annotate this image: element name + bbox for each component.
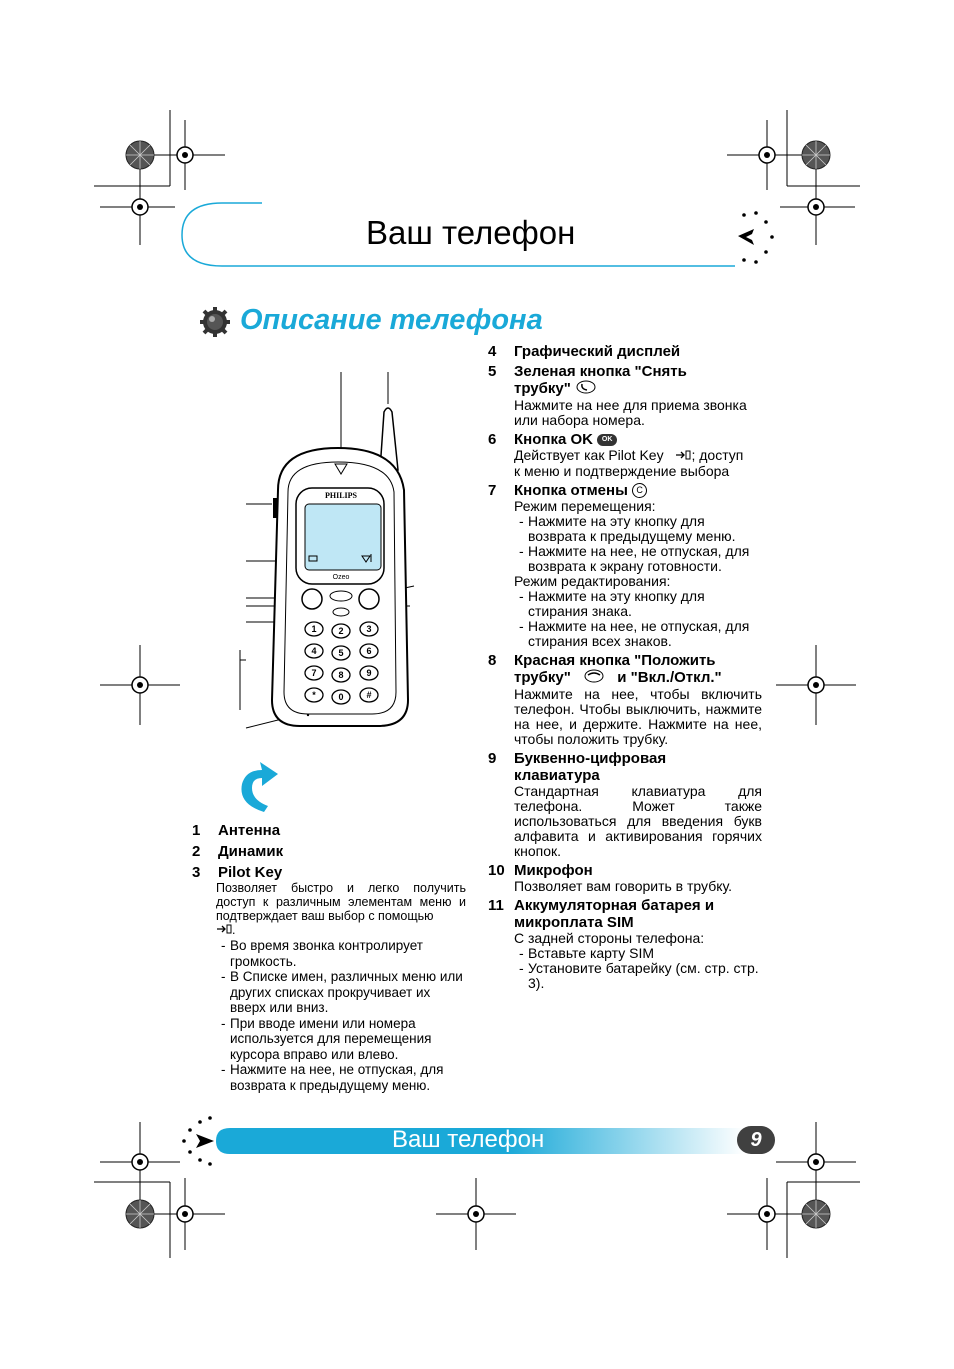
page-number: 9 — [737, 1126, 775, 1154]
item-5-label-cont: трубку" — [514, 380, 571, 397]
pilot-key-arrow-icon — [675, 449, 691, 464]
item-1-num: 1 — [192, 822, 201, 839]
item-9-desc: Стандартная клавиатура для телефона. Может также использоваться для введения букв алфавита и активирования горячих кнопок. — [514, 782, 762, 859]
item-7-bullet: - Нажмите на нее, не отпуская, для стирания всех знаков. — [514, 619, 762, 649]
key-0: 0 — [338, 692, 344, 702]
cancel-button-icon: C — [632, 483, 647, 498]
item-11-num: 11 — [488, 896, 504, 914]
key-1: 1 — [311, 624, 317, 634]
item-7-mode1: Режим перемещения: — [514, 497, 656, 514]
item-9-label-cont: клавиатура — [514, 766, 600, 784]
item-11-bullet: - Установите батарейку (см. стр. стр. 3). — [514, 961, 762, 991]
item-2 — [192, 843, 466, 860]
phone-illustration — [238, 370, 438, 750]
item-3-num: 3 — [192, 864, 201, 881]
item-6-desc-cont: ; доступ — [691, 447, 744, 464]
key-5: 5 — [338, 648, 344, 658]
item-2-label: Динамик — [218, 843, 284, 860]
item-8-label-cont: трубку" — [514, 668, 571, 686]
item-8-label: Красная кнопка "Положить — [514, 651, 716, 669]
item-4 — [488, 343, 762, 360]
item-10-desc: Позволяет вам говорить в трубку. — [514, 877, 732, 894]
item-11-bullet: - Вставьте карту SIM — [514, 946, 762, 961]
key-4: 4 — [311, 646, 317, 656]
item-3-bullet: - Нажмите на нее, не отпуская, для возврата к предыдущему меню. — [216, 1062, 466, 1093]
item-8-label-end: и "Вкл./Откл." — [617, 668, 722, 686]
footer-title: Ваш телефон — [392, 1126, 545, 1153]
item-7 — [488, 482, 762, 499]
key-6: 6 — [366, 646, 372, 656]
item-7-num: 7 — [488, 481, 497, 499]
item-7-bullet: - Нажмите на эту кнопку для стирания знака. — [514, 589, 762, 619]
item-1-label: Антенна — [218, 822, 281, 839]
gear-icon — [198, 305, 232, 339]
item-3-bullet: - При вводе имени или номера используется для перемещения курсора вправо или влево. — [216, 1016, 466, 1063]
item-8 — [488, 652, 762, 687]
phone-brand: PHILIPS — [324, 491, 358, 500]
item-5-num: 5 — [488, 363, 497, 380]
item-3-bullet: - В Списке имен, различных меню или других списках прокручивает их вверх или вниз. — [216, 969, 466, 1016]
item-9-num: 9 — [488, 749, 497, 767]
item-7-mode2: Режим редактирования: — [514, 572, 671, 589]
item-7-bullet: - Нажмите на нее, не отпуская, для возврата к экрану готовности. — [514, 544, 762, 574]
curved-arrow-icon — [234, 758, 284, 818]
ok-button-icon: OK — [597, 434, 617, 446]
item-6 — [488, 431, 762, 448]
green-handset-icon — [575, 380, 597, 398]
item-4-label: Графический дисплей — [514, 343, 681, 360]
phone-model: Ozeo — [332, 574, 350, 581]
item-8-desc: Нажмите на нее, чтобы включить телефон. Чтобы выключить, нажмите на нее, и держите. Нажмите на нее, чтобы положить трубку. — [514, 685, 762, 747]
item-6-label: Кнопка OK — [514, 431, 593, 449]
item-11-label: Аккумуляторная батарея и — [514, 896, 715, 914]
item-3-desc-end: . — [232, 923, 236, 937]
pilot-key-arrow-icon — [216, 923, 232, 938]
header-frame — [0, 0, 954, 300]
item-6-desc-line2: к меню и подтверждение выбора — [514, 462, 730, 479]
key-7: 7 — [311, 668, 317, 678]
item-11-desc: С задней стороны телефона: — [514, 929, 705, 946]
red-handset-icon — [583, 669, 605, 687]
item-10-label: Микрофон — [514, 861, 593, 879]
item-3-desc: Позволяет быстро и легко получить доступ к различным элементам меню и подтверждает ваш выбор с помощью — [216, 881, 466, 923]
item-7-label: Кнопка отмены — [514, 481, 628, 499]
item-10-num: 10 — [488, 861, 505, 879]
key-8: 8 — [338, 670, 344, 680]
key-hash: # — [366, 690, 372, 700]
item-9 — [488, 750, 762, 784]
page-title: Ваш телефон — [366, 214, 576, 251]
item-1 — [192, 822, 466, 839]
key-3: 3 — [366, 624, 372, 634]
item-9-label: Буквенно-цифровая — [514, 749, 667, 767]
item-3 — [192, 864, 466, 881]
key-2: 2 — [338, 626, 344, 636]
item-4-num: 4 — [488, 343, 497, 360]
item-8-num: 8 — [488, 651, 497, 669]
key-star: * — [312, 690, 316, 700]
item-11-label-cont: микроплата SIM — [514, 913, 634, 931]
item-5-label: Зеленая кнопка "Снять — [514, 363, 687, 380]
item-10 — [488, 862, 762, 879]
item-6-desc: Действует как Pilot Key — [514, 447, 664, 464]
item-7-bullet: - Нажмите на эту кнопку для возврата к предыдущему меню. — [514, 514, 762, 544]
section-title: Описание телефона — [240, 304, 543, 336]
item-11 — [488, 897, 762, 931]
item-3-bullet: - Во время звонка контролирует громкость. — [216, 938, 466, 969]
item-2-num: 2 — [192, 843, 201, 860]
item-3-label: Pilot Key — [218, 864, 283, 881]
item-5 — [488, 363, 762, 398]
key-9: 9 — [366, 668, 372, 678]
item-6-num: 6 — [488, 431, 497, 449]
item-5-desc: Нажмите на нее для приема звонка или набора номера. — [514, 397, 747, 429]
